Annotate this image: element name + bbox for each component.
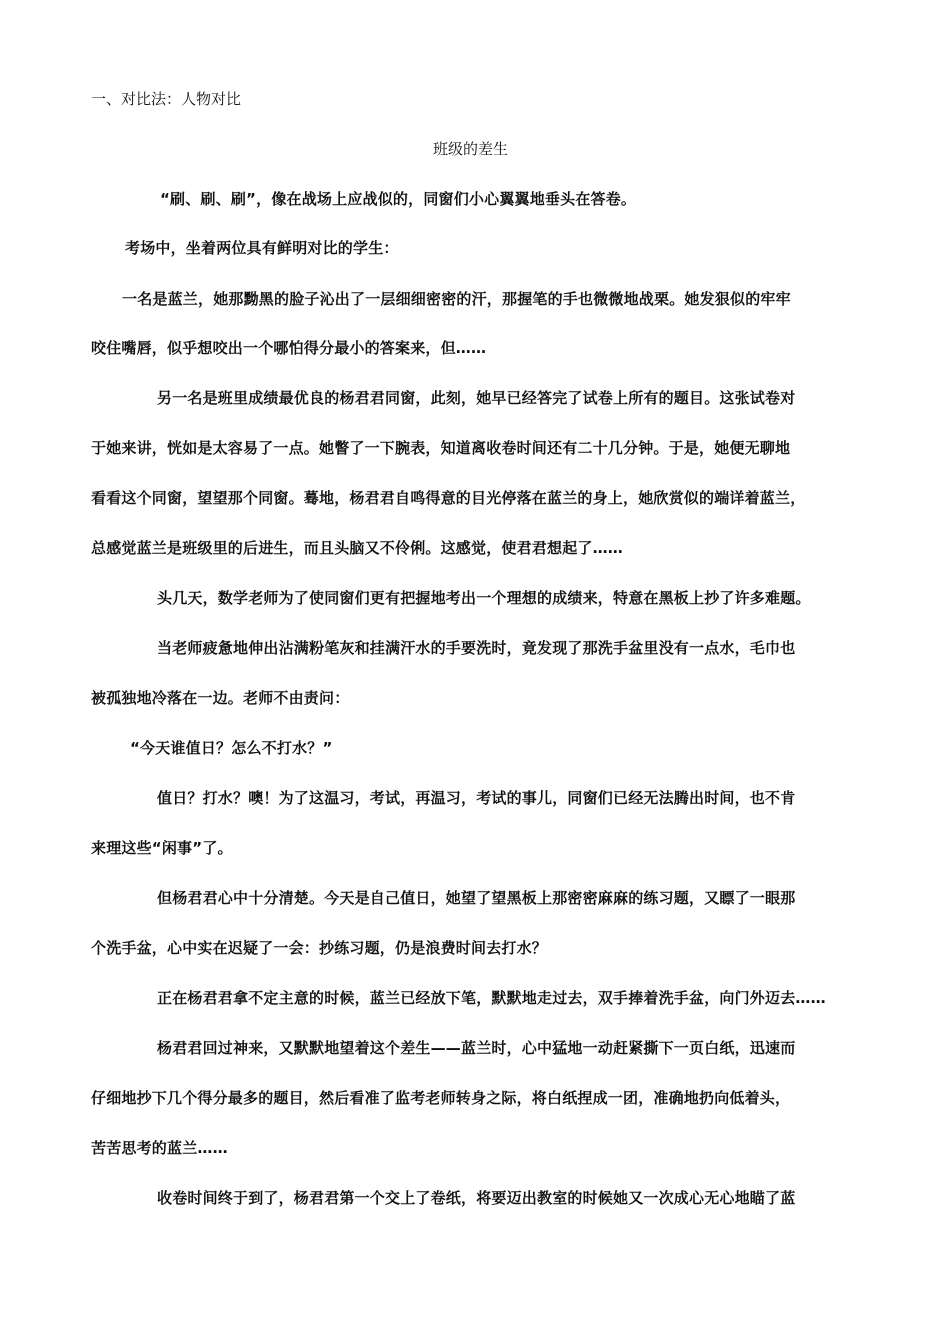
paragraph-line: 看看这个同窗，望望那个同窗。蓦地，杨君君自鸣得意的目光停落在蓝兰的身上，她欣赏似的端详着蓝兰， [91,489,806,507]
paragraph-line: 考场中，坐着两位具有鲜明对比的学生： [125,239,399,257]
paragraph-line: 杨君君回过神来，又默默地望着这个差生——蓝兰时，心中猛地一动赶紧撕下一页白纸，迅速而 [157,1039,796,1057]
paragraph-line: 被孤独地冷落在一边。老师不由责问： [91,689,350,707]
paragraph-line: 值日？打水？噢！为了这温习，考试，再温习，考试的事儿，同窗们已经无法腾出时间，也不肯 [157,789,796,807]
paragraph-line: 来理这些“闲事”了。 [91,839,233,857]
paragraph-line: 但杨君君心中十分清楚。今天是自己值日，她望了望黑板上那密密麻麻的练习题，又瞟了一眼那 [157,889,796,907]
paragraph-line: 苦苦思考的蓝兰…… [91,1139,228,1157]
paragraph-line: “今天谁值日？怎么不打水？” [130,739,333,757]
article-title: 班级的差生 [433,140,509,158]
paragraph-line: 咬住嘴唇，似乎想咬出一个哪怕得分最小的答案来，但…… [91,339,487,357]
paragraph-line: 当老师疲惫地伸出沾满粉笔灰和挂满汗水的手要洗时，竟发现了那洗手盆里没有一点水，毛巾也 [157,639,796,657]
paragraph-line: 另一名是班里成绩最优良的杨君君同窗，此刻，她早已经答完了试卷上所有的题目。这张试卷对 [157,389,796,407]
paragraph-line: “刷、刷、刷”，像在战场上应战似的，同窗们小心翼翼地垂头在答卷。 [160,190,637,208]
paragraph-line: 一名是蓝兰，她那黝黑的脸子沁出了一层细细密密的汗，那握笔的手也微微地战栗。她发狠似的牢牢 [122,290,791,308]
paragraph-line: 收卷时间终于到了，杨君君第一个交上了卷纸，将要迈出教室的时候她又一次成心无心地瞄了蓝 [157,1189,796,1207]
paragraph-line: 仔细地抄下几个得分最多的题目，然后看准了监考老师转身之际，将白纸捏成一团，准确地扔向低着头， [91,1089,791,1107]
section-heading: 一、对比法：人物对比 [91,90,242,108]
paragraph-line: 于她来讲，恍如是太容易了一点。她瞥了一下腕表，知道离收卷时间还有二十几分钟。于是，她便无聊地 [91,439,791,457]
paragraph-line: 头几天，数学老师为了使同窗们更有把握地考出一个理想的成绩来，特意在黑板上抄了许多难题。 [157,589,811,607]
paragraph-line: 正在杨君君拿不定主意的时候，蓝兰已经放下笔，默默地走过去，双手捧着洗手盆，向门外迈去…… [157,989,826,1007]
paragraph-line: 总感觉蓝兰是班级里的后进生，而且头脑又不伶俐。这感觉，使君君想起了…… [91,539,624,557]
paragraph-line: 个洗手盆，心中实在迟疑了一会：抄练习题，仍是浪费时间去打水？ [91,939,548,957]
